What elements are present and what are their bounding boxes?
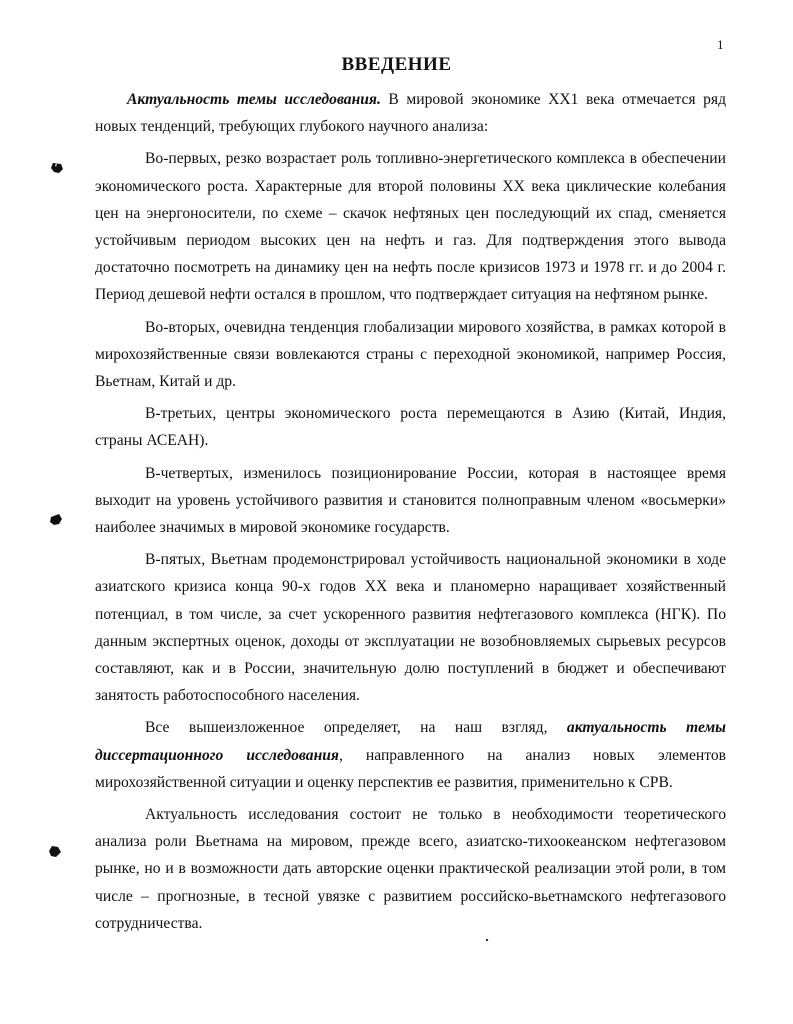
paragraph-relevance (95, 714, 726, 796)
body-text (95, 86, 726, 942)
paragraph-intro (95, 86, 726, 140)
paragraph-fourth: В-четвертых, изменилось позиционирование России, которая в настоящее время выходит на уровень устойчивого развития и становится полноправным членом «восьмерки» наиболее значимых в мировой экономике государств. (95, 464, 726, 537)
margin-blot-bottom (48, 845, 62, 858)
paragraph-second: Во-вторых, очевидна тенденция глобализации мирового хозяйства, в рамках которой в мирохозяйственные связи вовлекаются страны с переходной экономикой, например Россия, Вьетнам, Китай и др. (95, 318, 726, 391)
margin-blot-middle (49, 513, 63, 526)
page-number: 1 (717, 37, 724, 52)
paragraph-research-relevance: Актуальность исследования состоит не только в необходимости теоретического анализа роли Вьетнама на мировом, прежде всего, азиатско-тихоокеанском нефтегазовом рынке, но и в возможности дать авторские оценки практической реализации этой роли, в том числе – прогнозные, в тесной увязке с развитием российско-вьетнамского нефтегазового сотрудничества. (95, 806, 726, 932)
paragraph-first: Во-первых, резко возрастает роль топливно-энергетического комплекса в обеспечении экономического роста. Характерные для второй половины XX века циклические колебания цен на энергоносители, по схеме – скачок нефтяных цен последующий их спад, сменяется устойчивым периодом высоких цен на нефть и газ. Для подтверждения этого вывода достаточно посмотреть на динамику цен на нефть после кризисов 1973 и 1978 гг. и до 2004 г. Период дешевой нефти остался в прошлом, что подтверждает ситуация на нефтяном рынке. (95, 150, 726, 304)
relevance-emphasis: актуальность темы диссертационного исследования (95, 719, 726, 764)
paragraph-relevance-before: Все вышеизложенное определяет, на наш взгляд, (145, 719, 567, 737)
section-lead: Актуальность темы исследования. (127, 91, 381, 108)
paragraph-fifth: В-пятых, Вьетнам продемонстрировал устойчивость национальной экономики в ходе азиатского кризиса конца 90-х годов XX века и планомерно наращивает хозяйственный потенциал, в том числе, за счет ускоренного развития нефтегазового комплекса (НГК). По данным экспертных оценок, доходы от эксплуатации не возобновляемых сырьевых ресурсов составляют, как и в России, значительную долю поступлений в бюджет и обеспечивают занятость работоспособного населения. (95, 551, 726, 705)
paragraph-third: В-третьих, центры экономического роста перемещаются в Азию (Китай, Индия, страны АСЕАН). (95, 405, 726, 450)
paragraph-relevance-after: , направленного на анализ новых элементов мирохозяйственной ситуации и оценку перспектив ее развития, применительно к СРВ. (95, 746, 726, 791)
paragraph-intro-text: В мировой экономике XX1 века отмечается ряд новых тенденций, требующих глубокого научного анализа: (95, 91, 726, 136)
margin-blot-top (50, 161, 64, 174)
page-title: ВВЕДЕНИЕ (341, 54, 452, 75)
